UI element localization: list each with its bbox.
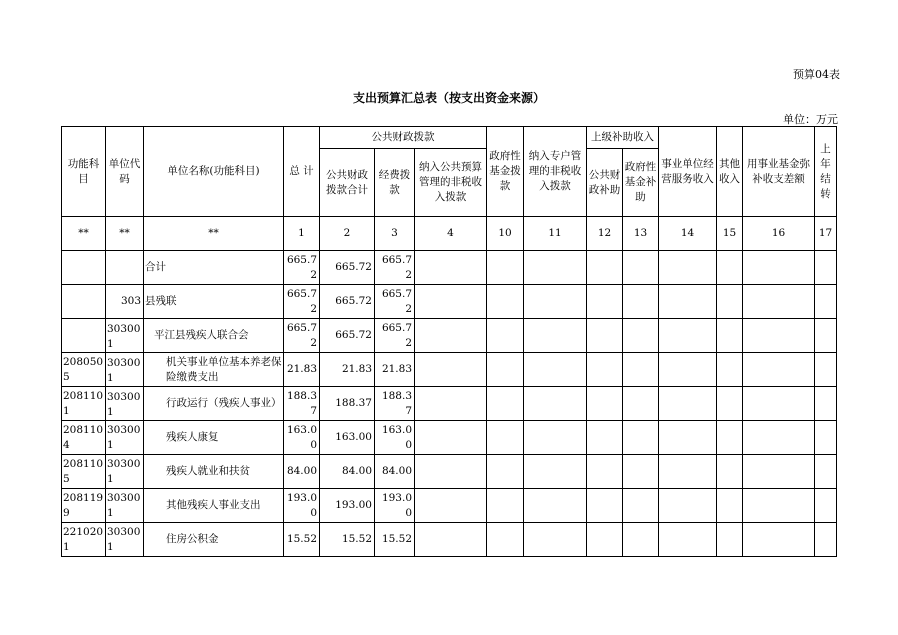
table-row bbox=[62, 387, 837, 421]
cell-public-total: 665.72 bbox=[320, 319, 375, 353]
empty-cell bbox=[415, 523, 487, 557]
cell-func: 2081101 bbox=[62, 387, 106, 421]
empty-cell bbox=[524, 421, 587, 455]
cell-unit: 303001 bbox=[106, 387, 144, 421]
empty-cell bbox=[815, 319, 837, 353]
empty-cell bbox=[587, 353, 623, 387]
cell-func: 2081105 bbox=[62, 455, 106, 489]
index-cell: ** bbox=[144, 217, 284, 251]
empty-cell bbox=[659, 523, 717, 557]
empty-cell bbox=[717, 387, 743, 421]
cell-public-total: 21.83 bbox=[320, 353, 375, 387]
index-cell: 15 bbox=[717, 217, 743, 251]
cell-operating: 15.52 bbox=[375, 523, 415, 557]
empty-cell bbox=[659, 353, 717, 387]
index-cell: 17 bbox=[815, 217, 837, 251]
table-row bbox=[62, 353, 837, 387]
empty-cell bbox=[524, 319, 587, 353]
header-upper-group: 上级补助收入 bbox=[587, 127, 659, 149]
table-row bbox=[62, 455, 837, 489]
cell-name: 合计 bbox=[144, 251, 284, 285]
cell-name: 县残联 bbox=[144, 285, 284, 319]
header-other: 其他收入 bbox=[717, 127, 743, 217]
empty-cell bbox=[487, 455, 524, 489]
cell-public-total: 84.00 bbox=[320, 455, 375, 489]
empty-cell bbox=[623, 387, 659, 421]
header-fund-offset: 用事业基金弥补收支差额 bbox=[743, 127, 815, 217]
empty-cell bbox=[717, 353, 743, 387]
form-code: 预算04表 bbox=[793, 68, 840, 81]
empty-cell bbox=[717, 523, 743, 557]
cell-total: 665.72 bbox=[284, 251, 320, 285]
index-cell: 16 bbox=[743, 217, 815, 251]
cell-public-total: 665.72 bbox=[320, 285, 375, 319]
cell-total: 193.00 bbox=[284, 489, 320, 523]
empty-cell bbox=[524, 353, 587, 387]
header-business: 事业单位经营服务收入 bbox=[659, 127, 717, 217]
index-cell: ** bbox=[106, 217, 144, 251]
cell-name: 残疾人就业和扶贫 bbox=[144, 455, 284, 489]
cell-func: 2081199 bbox=[62, 489, 106, 523]
empty-cell bbox=[415, 353, 487, 387]
empty-cell bbox=[587, 455, 623, 489]
empty-cell bbox=[659, 285, 717, 319]
empty-cell bbox=[659, 421, 717, 455]
table-row bbox=[62, 523, 837, 557]
empty-cell bbox=[623, 319, 659, 353]
unit-label: 单位：万元 bbox=[783, 113, 838, 126]
empty-cell bbox=[815, 285, 837, 319]
empty-cell bbox=[815, 421, 837, 455]
header-public-group: 公共财政拨款 bbox=[320, 127, 487, 149]
cell-func bbox=[62, 319, 106, 353]
empty-cell bbox=[815, 455, 837, 489]
empty-cell bbox=[623, 285, 659, 319]
cell-func bbox=[62, 285, 106, 319]
header-func-code: 功能科目 bbox=[62, 127, 106, 217]
empty-cell bbox=[659, 489, 717, 523]
cell-name: 住房公积金 bbox=[144, 523, 284, 557]
empty-cell bbox=[743, 387, 815, 421]
cell-operating: 84.00 bbox=[375, 455, 415, 489]
cell-operating: 665.72 bbox=[375, 285, 415, 319]
cell-total: 15.52 bbox=[284, 523, 320, 557]
cell-func bbox=[62, 251, 106, 285]
cell-public-total: 163.00 bbox=[320, 421, 375, 455]
cell-func: 2210201 bbox=[62, 523, 106, 557]
empty-cell bbox=[415, 319, 487, 353]
empty-cell bbox=[659, 387, 717, 421]
cell-name: 行政运行（残疾人事业） bbox=[144, 387, 284, 421]
index-cell: 12 bbox=[587, 217, 623, 251]
cell-name: 其他残疾人事业支出 bbox=[144, 489, 284, 523]
cell-unit: 303001 bbox=[106, 455, 144, 489]
header-carryover: 上年结转 bbox=[815, 127, 837, 217]
empty-cell bbox=[717, 285, 743, 319]
cell-name: 残疾人康复 bbox=[144, 421, 284, 455]
cell-public-total: 15.52 bbox=[320, 523, 375, 557]
cell-unit: 303001 bbox=[106, 489, 144, 523]
cell-public-total: 193.00 bbox=[320, 489, 375, 523]
empty-cell bbox=[487, 353, 524, 387]
empty-cell bbox=[487, 285, 524, 319]
index-cell: ** bbox=[62, 217, 106, 251]
budget-table bbox=[61, 126, 837, 557]
cell-unit: 303 bbox=[106, 285, 144, 319]
index-cell: 13 bbox=[623, 217, 659, 251]
empty-cell bbox=[524, 455, 587, 489]
empty-cell bbox=[717, 421, 743, 455]
cell-unit: 303001 bbox=[106, 421, 144, 455]
empty-cell bbox=[815, 251, 837, 285]
cell-func: 2081104 bbox=[62, 421, 106, 455]
index-cell: 2 bbox=[320, 217, 375, 251]
empty-cell bbox=[717, 319, 743, 353]
cell-unit bbox=[106, 251, 144, 285]
index-cell: 14 bbox=[659, 217, 717, 251]
empty-cell bbox=[415, 455, 487, 489]
empty-cell bbox=[587, 251, 623, 285]
empty-cell bbox=[415, 489, 487, 523]
header-unit-code: 单位代码 bbox=[106, 127, 144, 217]
table-row bbox=[62, 319, 837, 353]
empty-cell bbox=[815, 387, 837, 421]
empty-cell bbox=[743, 319, 815, 353]
header-nontax: 纳入公共预算管理的非税收入拨款 bbox=[415, 149, 487, 217]
empty-cell bbox=[623, 489, 659, 523]
empty-cell bbox=[623, 455, 659, 489]
empty-cell bbox=[587, 489, 623, 523]
cell-total: 84.00 bbox=[284, 455, 320, 489]
empty-cell bbox=[487, 319, 524, 353]
cell-total: 21.83 bbox=[284, 353, 320, 387]
empty-cell bbox=[743, 251, 815, 285]
empty-cell bbox=[587, 523, 623, 557]
header-operating: 经费拨款 bbox=[375, 149, 415, 217]
cell-operating: 193.00 bbox=[375, 489, 415, 523]
empty-cell bbox=[717, 489, 743, 523]
empty-cell bbox=[717, 455, 743, 489]
empty-cell bbox=[743, 523, 815, 557]
empty-cell bbox=[487, 489, 524, 523]
empty-cell bbox=[717, 251, 743, 285]
index-cell: 4 bbox=[415, 217, 487, 251]
cell-total: 188.37 bbox=[284, 387, 320, 421]
index-cell: 1 bbox=[284, 217, 320, 251]
empty-cell bbox=[415, 387, 487, 421]
empty-cell bbox=[743, 455, 815, 489]
empty-cell bbox=[743, 353, 815, 387]
cell-unit: 303001 bbox=[106, 353, 144, 387]
header-public-total: 公共财政拨款合计 bbox=[320, 149, 375, 217]
cell-operating: 188.37 bbox=[375, 387, 415, 421]
cell-total: 665.72 bbox=[284, 285, 320, 319]
empty-cell bbox=[659, 455, 717, 489]
empty-cell bbox=[815, 523, 837, 557]
index-cell: 10 bbox=[487, 217, 524, 251]
empty-cell bbox=[743, 285, 815, 319]
empty-cell bbox=[743, 421, 815, 455]
index-row bbox=[62, 217, 837, 251]
empty-cell bbox=[415, 421, 487, 455]
empty-cell bbox=[524, 387, 587, 421]
cell-func: 2080505 bbox=[62, 353, 106, 387]
empty-cell bbox=[815, 353, 837, 387]
index-cell: 3 bbox=[375, 217, 415, 251]
empty-cell bbox=[743, 489, 815, 523]
cell-total: 665.72 bbox=[284, 319, 320, 353]
empty-cell bbox=[415, 285, 487, 319]
empty-cell bbox=[623, 523, 659, 557]
empty-cell bbox=[587, 285, 623, 319]
cell-total: 163.00 bbox=[284, 421, 320, 455]
empty-cell bbox=[524, 489, 587, 523]
table-row bbox=[62, 421, 837, 455]
empty-cell bbox=[587, 319, 623, 353]
empty-cell bbox=[815, 489, 837, 523]
empty-cell bbox=[487, 523, 524, 557]
cell-unit: 303001 bbox=[106, 319, 144, 353]
header-total: 总 计 bbox=[284, 127, 320, 217]
header-gov-fund: 政府性基金拨款 bbox=[487, 127, 524, 217]
empty-cell bbox=[623, 251, 659, 285]
cell-operating: 21.83 bbox=[375, 353, 415, 387]
page-title: 支出预算汇总表（按支出资金来源） bbox=[352, 91, 545, 105]
cell-name: 机关事业单位基本养老保险缴费支出 bbox=[144, 353, 284, 387]
empty-cell bbox=[524, 285, 587, 319]
empty-cell bbox=[524, 523, 587, 557]
cell-public-total: 188.37 bbox=[320, 387, 375, 421]
header-upper-fund: 政府性基金补助 bbox=[623, 149, 659, 217]
empty-cell bbox=[587, 421, 623, 455]
empty-cell bbox=[623, 421, 659, 455]
cell-operating: 665.72 bbox=[375, 319, 415, 353]
cell-operating: 163.00 bbox=[375, 421, 415, 455]
cell-unit: 303001 bbox=[106, 523, 144, 557]
empty-cell bbox=[487, 387, 524, 421]
cell-public-total: 665.72 bbox=[320, 251, 375, 285]
empty-cell bbox=[415, 251, 487, 285]
header-unit-name: 单位名称(功能科目) bbox=[144, 127, 284, 217]
empty-cell bbox=[623, 353, 659, 387]
cell-operating: 665.72 bbox=[375, 251, 415, 285]
header-special-nontax: 纳入专户管理的非税收入拨款 bbox=[524, 127, 587, 217]
table-row bbox=[62, 285, 837, 319]
empty-cell bbox=[587, 387, 623, 421]
empty-cell bbox=[659, 251, 717, 285]
table-row bbox=[62, 489, 837, 523]
empty-cell bbox=[487, 421, 524, 455]
header-upper-fin: 公共财政补助 bbox=[587, 149, 623, 217]
index-cell: 11 bbox=[524, 217, 587, 251]
table-row bbox=[62, 251, 837, 285]
empty-cell bbox=[487, 251, 524, 285]
cell-name: 平江县残疾人联合会 bbox=[144, 319, 284, 353]
empty-cell bbox=[659, 319, 717, 353]
empty-cell bbox=[524, 251, 587, 285]
